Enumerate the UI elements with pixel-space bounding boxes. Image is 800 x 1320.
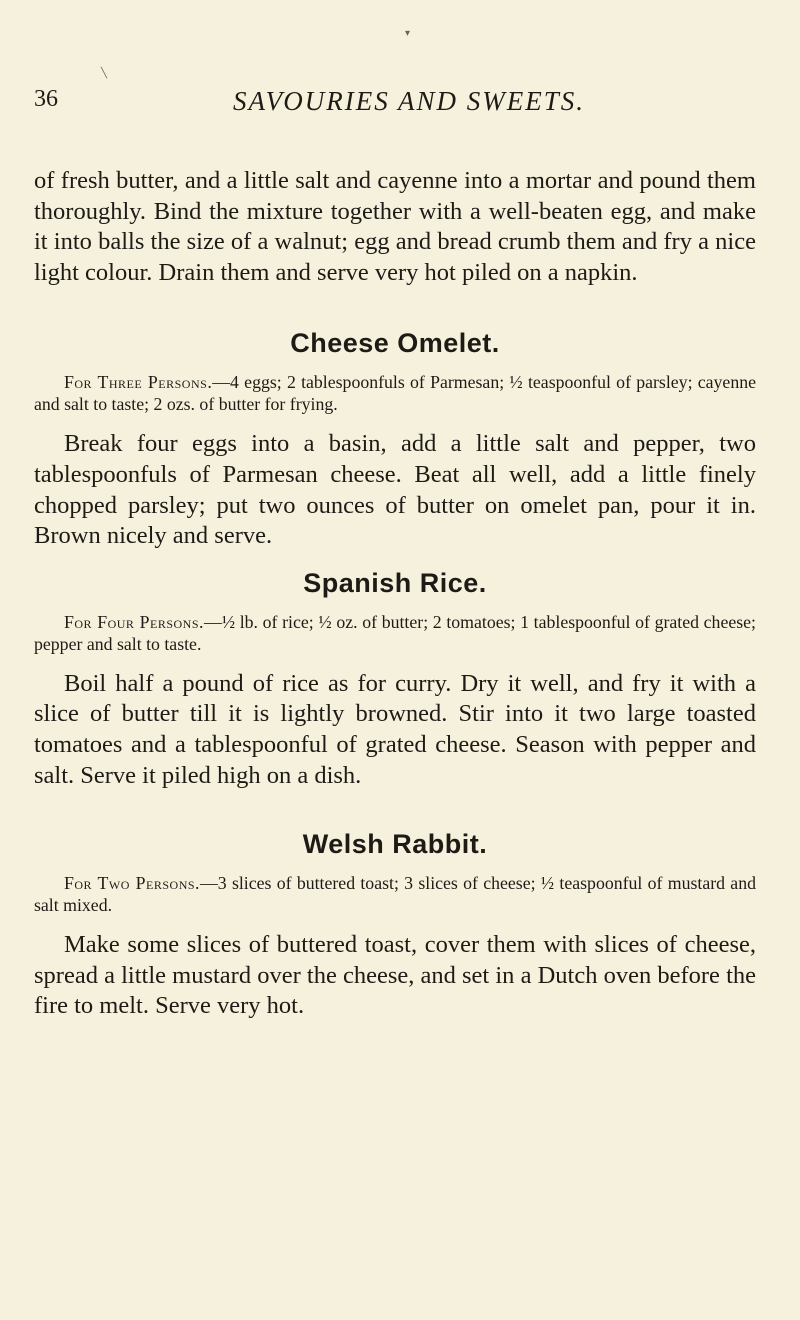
recipe-spanish-rice — [34, 568, 756, 791]
recipe-title: Spanish Rice. — [303, 567, 487, 598]
recipe-cheese-omelet — [34, 328, 756, 551]
method-paragraph: Make some slices of buttered toast, cover them with slices of cheese, spread a little mustard over the cheese, and set in a Dutch oven before the fire to melt. Serve very hot. — [34, 931, 756, 1020]
serves-label: For Three Persons. — [64, 372, 213, 393]
recipe-title: Cheese Omelet. — [290, 328, 500, 359]
ingredients-text: —3 slices of buttered toast; 3 slices of cheese; ½ teaspoonful of mustard and salt mixed. — [34, 873, 756, 916]
page-number: 36 — [34, 86, 58, 112]
serves-label: For Two Persons. — [64, 873, 200, 894]
recipe-title: Welsh Rabbit. — [302, 829, 488, 860]
serves-label: For Four Persons. — [64, 611, 204, 632]
ingredients-list — [34, 611, 756, 655]
print-speck-icon: ╲ — [101, 68, 108, 79]
ingredients-list — [34, 371, 756, 415]
recipe-welsh-rabbit — [34, 829, 756, 1022]
intro-paragraph: of fresh butter, and a little salt and cayenne into a mortar and pound them thoroughly. Bind the mixture together with a well-beaten egg, and make it into balls the size of a walnut; egg and bread crumb them and fry a nice light colour. Drain them and serve very hot piled on a napkin. — [34, 167, 756, 286]
ingredients-text: —½ lb. of rice; ½ oz. of butter; 2 tomatoes; 1 tablespoonful of grated cheese; pepper and salt to taste. — [34, 611, 756, 654]
print-speck-icon: ▾ — [405, 28, 411, 39]
method-paragraph: Boil half a pound of rice as for curry. Dry it well, and fry it with a slice of butter till it is lightly browned. Stir into it two large toasted tomatoes and a tablespoonful of grated cheese. Season with pepper and salt. Serve it piled high on a dish. — [34, 669, 756, 789]
running-head: SAVOURIES AND SWEETS. — [232, 86, 586, 116]
method-paragraph: Break four eggs into a basin, add a little salt and pepper, two tablespoonfuls of Parmesan cheese. Beat all well, add a little finely chopped parsley; put two ounces of butter on omelet pan, pour it in. Brown nicely and serve. — [34, 430, 756, 550]
page-content — [34, 166, 756, 1022]
page-header — [34, 86, 754, 126]
ingredients-list — [34, 872, 756, 916]
ingredients-text: —4 eggs; 2 tablespoonfuls of Parmesan; ½ teaspoonful of parsley; cayenne and salt to taste; 2 ozs. of butter for frying. — [34, 372, 756, 415]
